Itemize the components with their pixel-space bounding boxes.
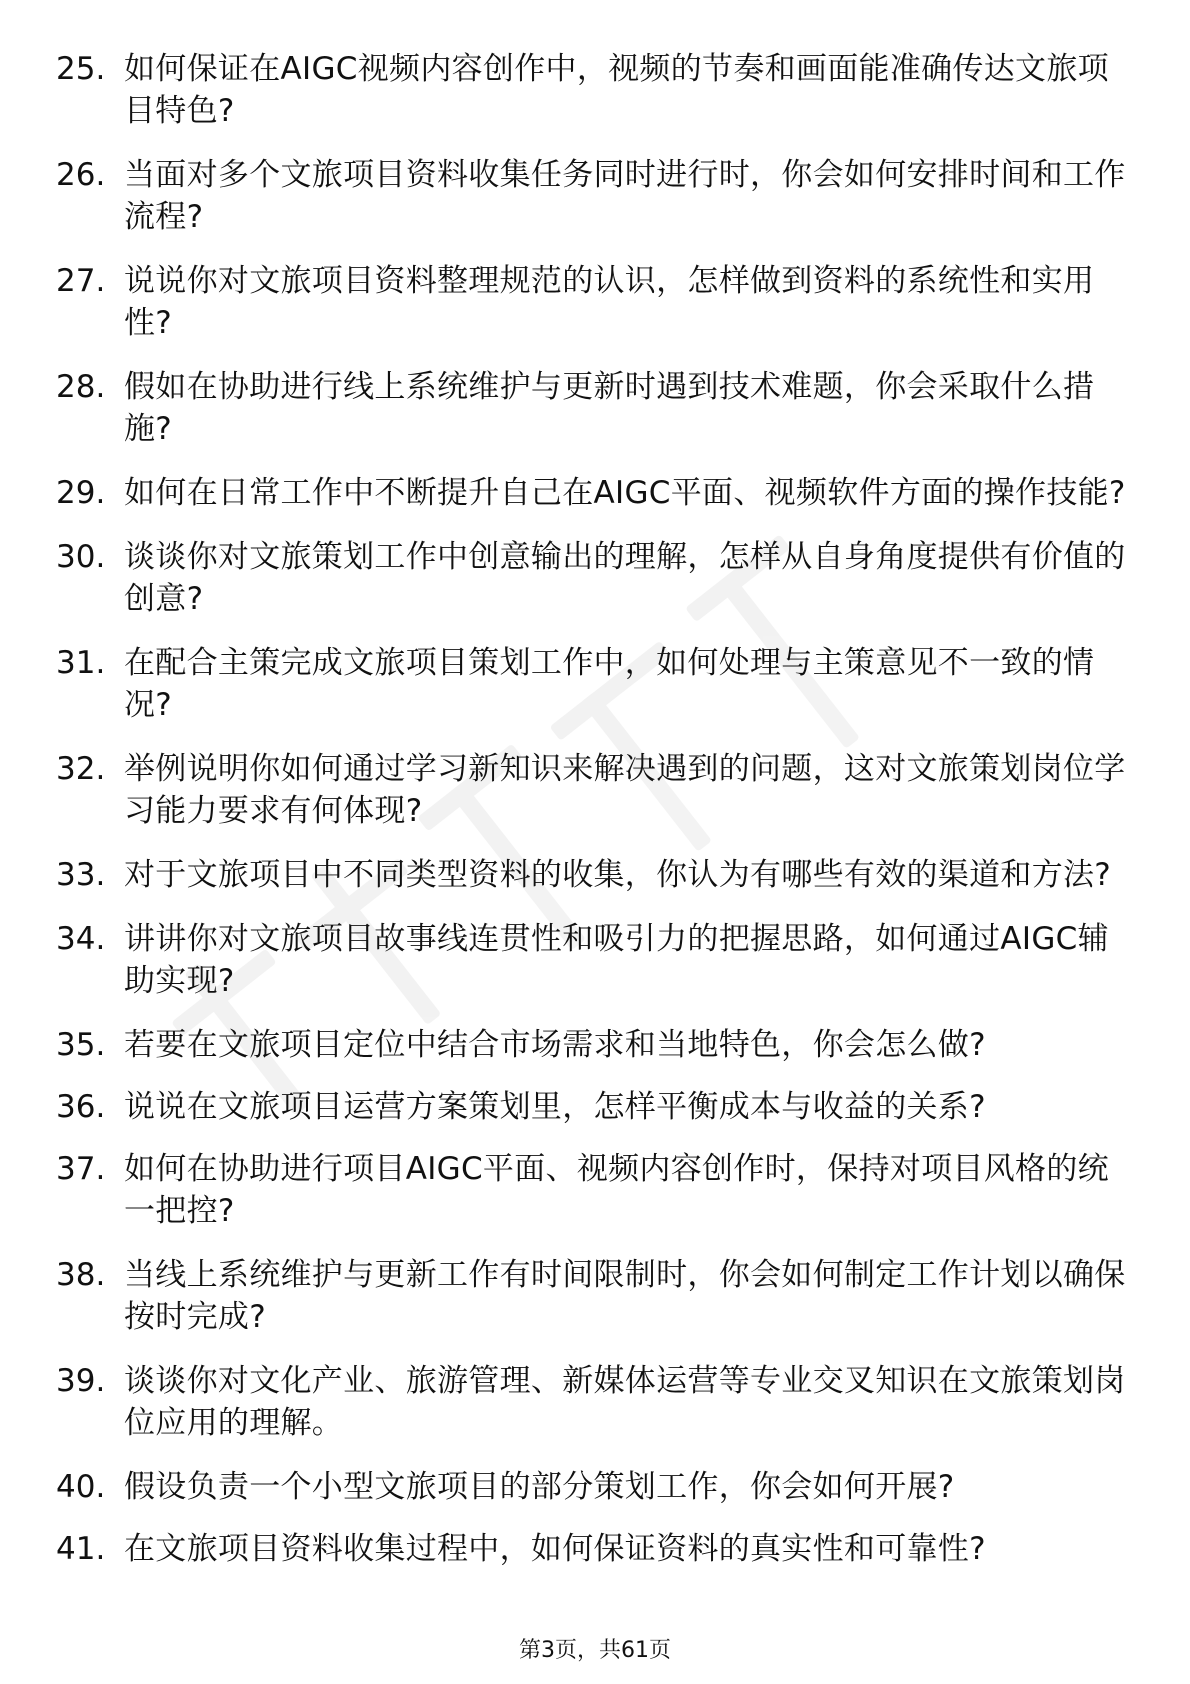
question-number: 32. — [56, 751, 106, 787]
page-number-label: 第3页，共61页 — [519, 1638, 671, 1663]
list-item — [56, 154, 1136, 238]
list-item — [56, 1148, 1136, 1232]
list-item — [56, 1086, 1136, 1128]
question-text: 讲讲你对文旅项目故事线连贯性和吸引力的把握思路，如何通过AIGC辅助实现? — [124, 921, 1109, 999]
list-item — [56, 366, 1136, 450]
question-text: 在文旅项目资料收集过程中，如何保证资料的真实性和可靠性? — [124, 1531, 986, 1567]
question-text: 当线上系统维护与更新工作有时间限制时，你会如何制定工作计划以确保按时完成? — [124, 1257, 1126, 1335]
question-number: 37. — [56, 1151, 106, 1187]
list-item — [56, 536, 1136, 620]
list-item — [56, 748, 1136, 832]
page-footer — [0, 1636, 1190, 1666]
question-number: 36. — [56, 1089, 106, 1125]
question-text: 举例说明你如何通过学习新知识来解决遇到的问题，这对文旅策划岗位学习能力要求有何体现? — [124, 751, 1126, 829]
question-number: 38. — [56, 1257, 106, 1293]
list-item — [56, 1466, 1136, 1508]
question-text: 说说你对文旅项目资料整理规范的认识，怎样做到资料的系统性和实用性? — [124, 263, 1095, 341]
list-item — [56, 1024, 1136, 1066]
list-item — [56, 48, 1136, 132]
question-number: 28. — [56, 369, 106, 405]
question-number: 35. — [56, 1027, 106, 1063]
question-text: 如何在日常工作中不断提升自己在AIGC平面、视频软件方面的操作技能? — [124, 475, 1126, 511]
question-number: 25. — [56, 51, 106, 87]
question-number: 33. — [56, 857, 106, 893]
list-item — [56, 1360, 1136, 1444]
question-number: 29. — [56, 475, 106, 511]
list-item — [56, 1254, 1136, 1338]
question-text: 假设负责一个小型文旅项目的部分策划工作，你会如何开展? — [124, 1469, 955, 1505]
question-text: 如何在协助进行项目AIGC平面、视频内容创作时，保持对项目风格的统一把控? — [124, 1151, 1109, 1229]
list-item — [56, 854, 1136, 896]
question-number: 34. — [56, 921, 106, 957]
list-item — [56, 472, 1136, 514]
question-text: 谈谈你对文化产业、旅游管理、新媒体运营等专业交叉知识在文旅策划岗位应用的理解。 — [124, 1363, 1126, 1441]
question-number: 30. — [56, 539, 106, 575]
question-text: 当面对多个文旅项目资料收集任务同时进行时，你会如何安排时间和工作流程? — [124, 157, 1126, 235]
question-number: 39. — [56, 1363, 106, 1399]
list-item — [56, 260, 1136, 344]
list-item — [56, 918, 1136, 1002]
question-text: 如何保证在AIGC视频内容创作中，视频的节奏和画面能准确传达文旅项目特色? — [124, 51, 1109, 129]
question-number: 26. — [56, 157, 106, 193]
list-item — [56, 1528, 1136, 1570]
question-list — [56, 48, 1136, 1590]
question-text: 若要在文旅项目定位中结合市场需求和当地特色，你会怎么做? — [124, 1027, 986, 1063]
question-text: 说说在文旅项目运营方案策划里，怎样平衡成本与收益的关系? — [124, 1089, 986, 1125]
question-number: 31. — [56, 645, 106, 681]
question-number: 27. — [56, 263, 106, 299]
question-number: 41. — [56, 1531, 106, 1567]
question-text: 谈谈你对文旅策划工作中创意输出的理解，怎样从自身角度提供有价值的创意? — [124, 539, 1126, 617]
question-text: 对于文旅项目中不同类型资料的收集，你认为有哪些有效的渠道和方法? — [124, 857, 1112, 893]
question-text: 在配合主策完成文旅项目策划工作中，如何处理与主策意见不一致的情况? — [124, 645, 1095, 723]
question-number: 40. — [56, 1469, 106, 1505]
question-text: 假如在协助进行线上系统维护与更新时遇到技术难题，你会采取什么措施? — [124, 369, 1095, 447]
list-item — [56, 642, 1136, 726]
